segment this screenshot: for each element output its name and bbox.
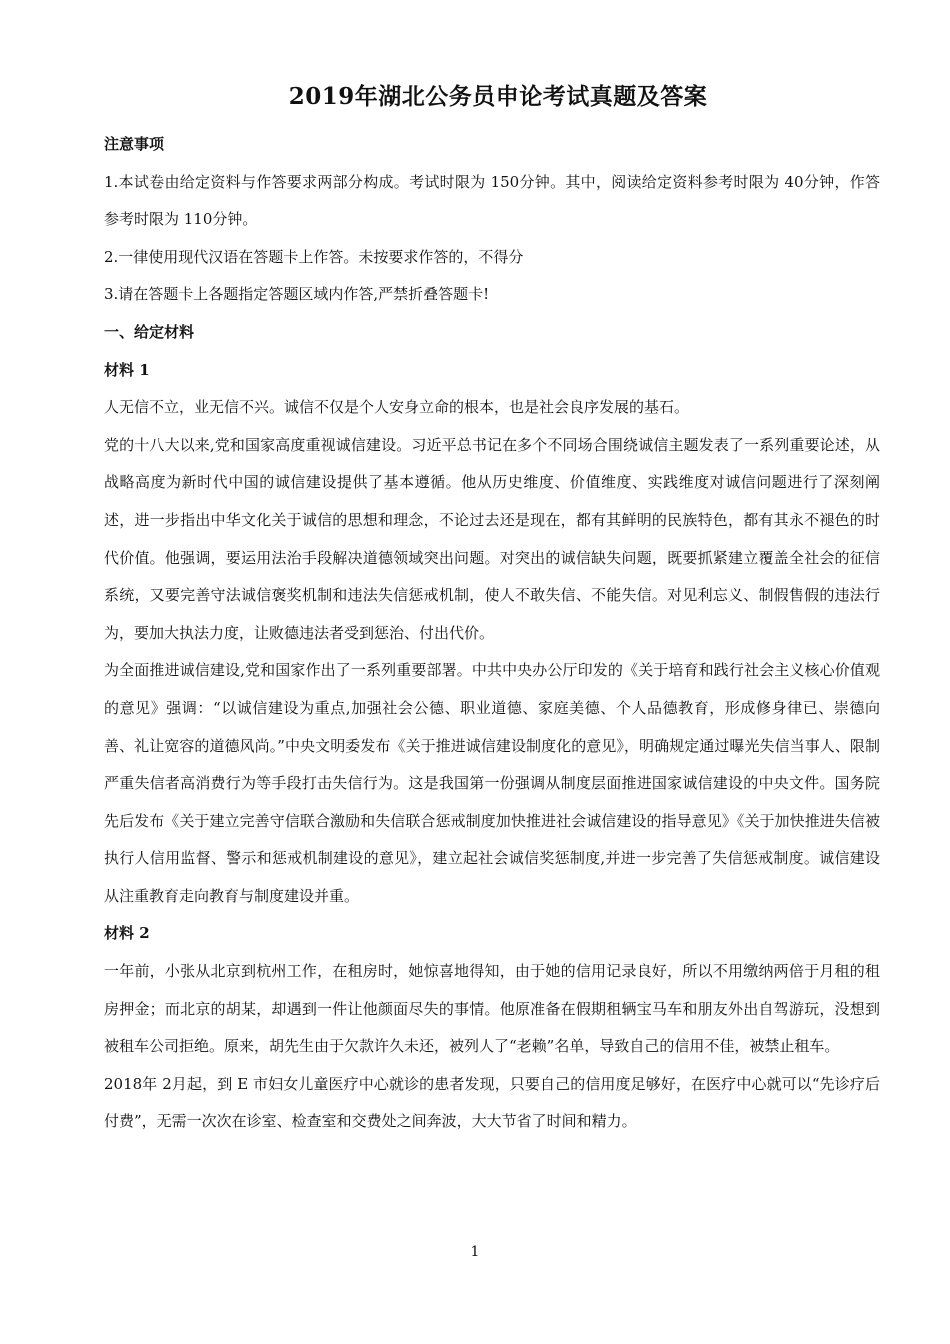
- material-1-paragraph-2: 党的十八大以来,党和国家高度重视诚信建设。习近平总书记在多个不同场合围绕诚信主题发表了一系列重要论述，从战略高度为新时代中国的诚信建设提供了基本遵循。他从历史维度、价值维度、实践维度对诚信问题进行了深刻阐述，进一步指出中华文化关于诚信的思想和理念，不论过去还是现在，都有其鲜明的民族特色，都有其永不褪色的时代价值。他强调，要运用法治手段解决道德领域突出问题。对突出的诚信缺失问题，既要抓紧建立覆盖全社会的征信系统，又要完善守法诚信褒奖机制和违法失信惩戒机制，使人不敢失信、不能失信。对见利忘义、制假售假的违法行为，要加大执法力度，让败德违法者受到惩治、付出代价。: [104, 435, 880, 642]
- notice-item-3: 3.请在答题卡上各题指定答题区域内作答,严禁折叠答题卡!: [104, 285, 490, 304]
- notice-item-1: 1.本试卷由给定资料与作答要求两部分构成。考试时限为 150分钟。其中，阅读给定资料参考时限为 40分钟，作答参考时限为 110分钟。: [104, 172, 880, 229]
- material-1-paragraph-3: 为全面推进诚信建设,党和国家作出了一系列重要部署。中共中央办公厅印发的《关于培育和践行社会主义核心价值观的意见》强调：“以诚信建设为重点,加强社会公德、职业道德、家庭美德、个人品德教育，形成修身律已、崇德向善、礼让宽容的道德风尚。”中央文明委发布《关于推进诚信建设制度化的意见》，明确规定通过曝光失信当事人、限制严重失信者高消费行为等手段打击失信行为。这是我国第一份强调从制度层面推进国家诚信建设的中央文件。国务院先后发布《关于建立完善守信联合激励和失信联合惩戒制度加快推进社会诚信建设的指导意见》《关于加快推进失信被执行人信用监督、警示和惩戒机制建设的意见》，建立起社会诚信奖惩制度,并进一步完善了失信惩戒制度。诚信建设从注重教育走向教育与制度建设并重。: [104, 661, 880, 905]
- page-number: 1: [470, 1244, 480, 1260]
- material-2-paragraph-2: 2018年 2月起，到 E 市妇女儿童医疗中心就诊的患者发现，只要自己的信用度足够好，在医疗中心就可以“先诊疗后付费”，无需一次次在诊室、检查室和交费处之间奔波，大大节省了时间和精力。: [104, 1074, 880, 1131]
- document-body: [104, 126, 880, 1141]
- material-2-paragraph-1: 一年前，小张从北京到杭州工作，在租房时，她惊喜地得知，由于她的信用记录良好，所以不用缴纳两倍于月租的租房押金；而北京的胡某，却遇到一件让他颜面尽失的事情。他原准备在假期租辆宝马车和朋友外出自驾游玩，没想到被租车公司拒绝。原来，胡先生由于欠款许久未还，被列人了“老赖”名单，导致自己的信用不佳，被禁止租车。: [104, 962, 880, 1056]
- section-heading: 一、给定材料: [104, 322, 195, 341]
- notice-heading: 注意事项: [104, 135, 165, 153]
- notice-item-2: 2.一律使用现代汉语在答题卡上作答。未按要求作答的，不得分: [104, 247, 524, 266]
- document-title: 2019年湖北公务员申论考试真题及答案: [288, 83, 708, 110]
- material-1-paragraph-1: 人无信不立，业无信不兴。诚信不仅是个人安身立命的根本，也是社会良序发展的基石。: [104, 398, 690, 417]
- material-2-heading: 材料 2: [104, 924, 150, 943]
- material-1-heading: 材料 1: [104, 360, 150, 379]
